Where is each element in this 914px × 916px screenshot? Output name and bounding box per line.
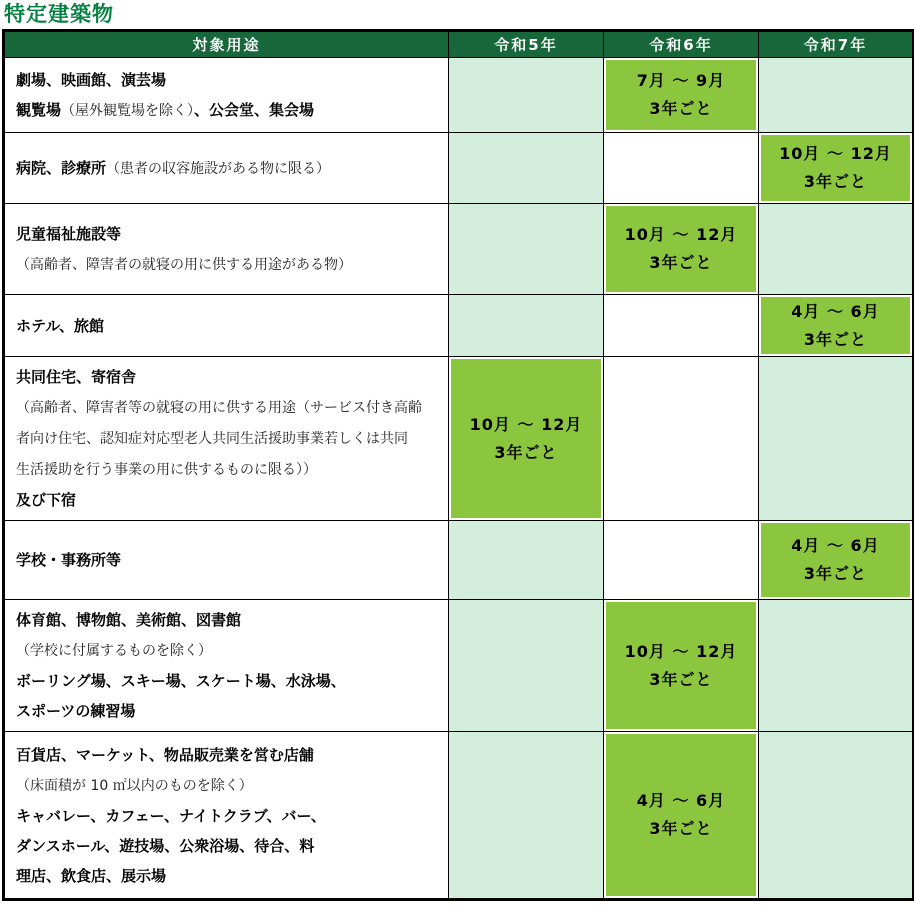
use-text-line: キャバレー、カフェー、ナイトクラブ、バー、 [16, 806, 326, 825]
table-row [4, 133, 914, 204]
use-text-line: （学校に付属するものを除く） [16, 643, 212, 659]
col-header-reiwa7: 令和7年 [759, 31, 914, 58]
empty-year-cell [759, 732, 914, 900]
use-text-line: 病院、診療所（患者の収容施設がある物に限る） [16, 158, 331, 177]
table-row [4, 357, 914, 521]
period-cycle: 3年ごと [649, 253, 713, 272]
empty-year-cell [449, 295, 604, 357]
use-text-line: ホテル、旅館 [16, 316, 105, 335]
empty-year-cell [449, 732, 604, 900]
use-text-line: （高齢者、障害者の就寝の用に供する用途がある物） [16, 256, 352, 273]
period-cycle: 3年ごと [649, 99, 713, 118]
target-use-cell [4, 521, 449, 600]
target-use-cell [4, 295, 449, 357]
col-header-reiwa6: 令和6年 [604, 31, 759, 58]
period-months: 4月 ～ 6月 [791, 536, 880, 555]
empty-year-cell [604, 295, 759, 357]
table-row [4, 600, 914, 732]
col-header-target-use: 対象用途 [4, 31, 449, 58]
period-cycle: 3年ごと [803, 172, 868, 191]
period-cycle: 3年ごと [649, 819, 713, 838]
use-text-line: ダンスホール、遊技場、公衆浴場、待合、料 [16, 836, 315, 855]
table-body [4, 58, 914, 900]
period-months: 10月 ～ 12月 [624, 641, 738, 661]
period-months: 10月 ～ 12月 [469, 414, 583, 434]
target-use-cell [4, 600, 449, 732]
use-text-line: 共同住宅、寄宿舎 [16, 368, 137, 386]
empty-year-cell [449, 133, 604, 204]
target-use-cell [4, 732, 449, 900]
header-row [4, 31, 914, 58]
table-row [4, 204, 914, 295]
period-cycle: 3年ごと [803, 564, 868, 583]
period-cycle: 3年ごと [649, 669, 713, 689]
empty-year-cell [604, 357, 759, 521]
use-text-line: （高齢者、障害者等の就寝の用に供する用途（サービス付き高齢 [16, 400, 422, 416]
inspection-period-cell [604, 732, 759, 900]
page-title: 特定建築物 [4, 2, 114, 26]
use-text-line: 理店、飲食店、展示場 [16, 866, 167, 885]
use-text-line: 学校・事務所等 [16, 551, 122, 569]
target-use-cell [4, 357, 449, 521]
period-months: 10月 ～ 12月 [624, 225, 738, 244]
empty-year-cell [449, 521, 604, 600]
period-cycle: 3年ごと [803, 329, 868, 349]
use-text-line: 及び下宿 [16, 491, 77, 509]
inspection-period-cell [759, 295, 914, 357]
inspection-period-cell [759, 521, 914, 600]
use-text-line: 劇場、映画館、演芸場 [16, 70, 167, 89]
empty-year-cell [759, 357, 914, 521]
period-cycle: 3年ごと [494, 442, 558, 462]
use-text-line: 百貨店、マーケット、物品販売業を営む店舗 [16, 745, 314, 764]
empty-year-cell [604, 133, 759, 204]
use-text-line: ボーリング場、スキー場、スケート場、水泳場、 [16, 672, 346, 690]
use-text-line: （床面積が 10 ㎡以内のものを除く） [16, 777, 253, 794]
empty-year-cell [759, 204, 914, 295]
empty-year-cell [604, 521, 759, 600]
use-text-line: 児童福祉施設等 [16, 224, 122, 243]
empty-year-cell [449, 58, 604, 133]
table-row [4, 58, 914, 133]
inspection-period-cell [759, 133, 914, 204]
use-text-line: スポーツの練習場 [16, 702, 136, 720]
use-text-line: 者向け住宅、認知症対応型老人共同生活援助事業若しくは共同 [16, 431, 408, 447]
use-text-line: 体育館、博物館、美術館、図書館 [16, 611, 242, 629]
use-text-line: 生活援助を行う事業の用に供するものに限る）） [16, 462, 317, 478]
empty-year-cell [449, 204, 604, 295]
use-text-line: 観覧場（屋外観覧場を除く）、公会堂、集会場 [16, 100, 315, 119]
inspection-period-cell [449, 357, 604, 521]
empty-year-cell [759, 58, 914, 133]
inspection-period-cell [604, 600, 759, 732]
table-row [4, 521, 914, 600]
col-header-reiwa5: 令和5年 [449, 31, 604, 58]
period-months: 10月 ～ 12月 [779, 144, 892, 163]
inspection-schedule-table [2, 29, 914, 901]
target-use-cell [4, 133, 449, 204]
inspection-period-cell [604, 204, 759, 295]
target-use-cell [4, 58, 449, 133]
empty-year-cell [449, 600, 604, 732]
inspection-period-cell [604, 58, 759, 133]
period-months: 4月 ～ 6月 [791, 301, 880, 321]
target-use-cell [4, 204, 449, 295]
period-months: 7月 ～ 9月 [636, 71, 726, 90]
empty-year-cell [759, 600, 914, 732]
table-row [4, 295, 914, 357]
table-row [4, 732, 914, 900]
period-months: 4月 ～ 6月 [636, 791, 726, 810]
